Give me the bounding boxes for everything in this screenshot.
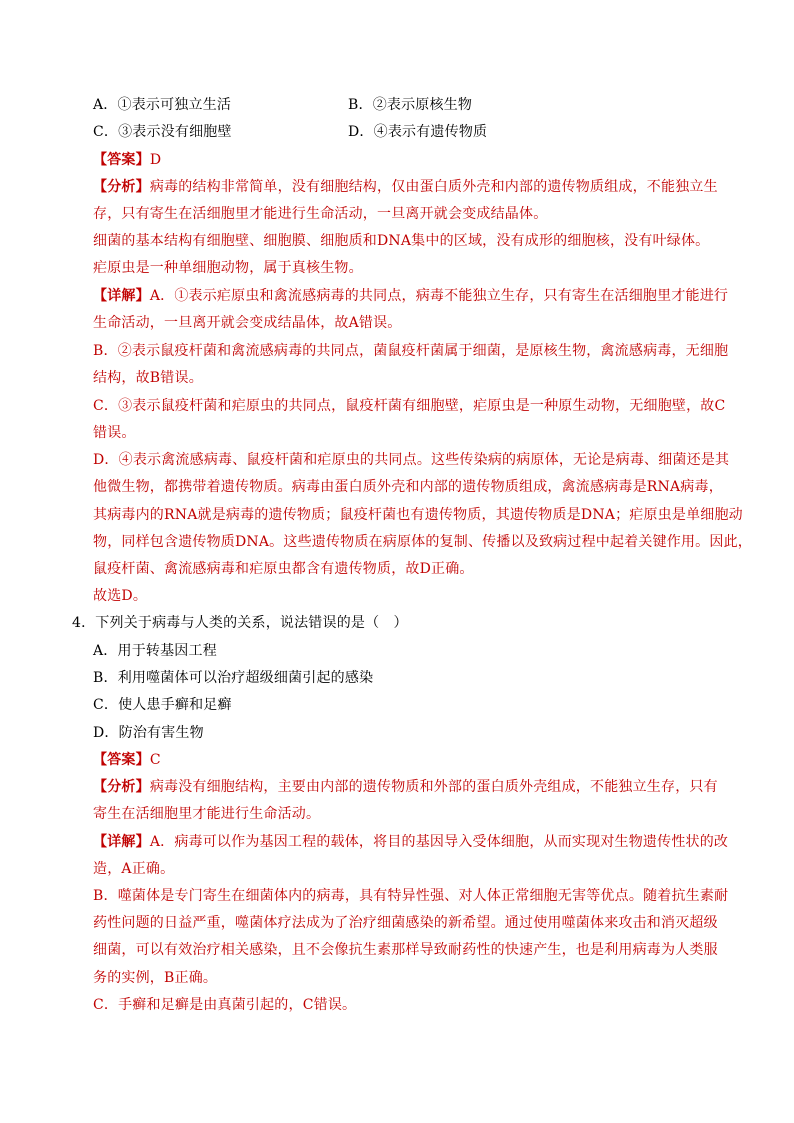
detail-text: A．病毒可以作为基因工程的载体，将目的基因导入受体细胞，从而实现对生物遗传性状的改	[149, 834, 729, 850]
analysis-text: 病毒没有细胞结构，主要由内部的遗传物质和外部的蛋白质外壳组成，不能独立生存，只有	[149, 779, 718, 795]
q3-option-c: C．③表示没有细胞壁	[93, 124, 232, 140]
q4-option-a: A．用于转基因工程	[93, 643, 217, 659]
q3-option-d: D．④表示有遗传物质	[348, 124, 488, 140]
q3-analysis-line-2: 存，只有寄生在活细胞里才能进行生命活动，一旦离开就会变成结晶体。	[93, 206, 548, 222]
detail-tag: 【详解】	[93, 834, 150, 850]
q3-detail-line-b1: B．②表示鼠疫杆菌和禽流感病毒的共同点，菌鼠疫杆菌属于细菌，是原核生物，禽流感病毒，无细胞	[93, 343, 729, 359]
analysis-tag: 【分析】	[93, 779, 150, 795]
q3-detail-line-d2: 他微生物，都携带着遗传物质。病毒由蛋白质外壳和内部的遗传物质组成，禽流感病毒是RNA病毒，	[93, 479, 723, 495]
answer-tag: 【答案】	[93, 152, 150, 168]
q3-option-a: A．①表示可独立生活	[93, 97, 232, 113]
answer-tag: 【答案】	[93, 752, 150, 768]
q4-detail-line-a2: 造，A正确。	[93, 861, 175, 877]
q4-detail-line-b1: B．噬菌体是专门寄生在细菌体内的病毒，具有特异性强、对人体正常细胞无害等优点。随着抗生素耐	[93, 888, 729, 904]
q4-detail-line-b4: 务的实例，B正确。	[93, 970, 218, 986]
q3-detail-line-d1: D．④表示禽流感病毒、鼠疫杆菌和疟原虫的共同点。这些传染病的病原体，无论是病毒、细菌还是其	[93, 452, 730, 468]
q4-option-c: C．使人患手癣和足癣	[93, 697, 232, 713]
q3-answer	[93, 151, 161, 169]
q4-analysis-line-1	[93, 778, 718, 796]
q4-answer	[93, 751, 161, 769]
answer-value: C	[149, 752, 161, 768]
q3-detail-line-c2: 错误。	[93, 425, 136, 441]
q3-analysis-line-3: 细菌的基本结构有细胞壁、细胞膜、细胞质和DNA集中的区域，没有成形的细胞核，没有叶绿体。	[93, 233, 710, 249]
q3-detail-line-d3: 其病毒内的RNA就是病毒的遗传物质；鼠疫杆菌也有遗传物质，其遗传物质是DNA；疟原虫是单细胞动	[93, 507, 743, 523]
q3-detail-line-a2: 生命活动，一旦离开就会变成结晶体，故A错误。	[93, 315, 402, 331]
q3-options-row-1	[93, 96, 473, 114]
q3-option-b: B．②表示原核生物	[348, 97, 473, 113]
detail-tag: 【详解】	[93, 288, 150, 304]
q4-detail-line-c1: C．手癣和足癣是由真菌引起的，C错误。	[93, 997, 357, 1013]
q4-detail-line-b3: 细菌，可以有效治疗相关感染，且不会像抗生素那样导致耐药性的快速产生，也是利用病毒为人类服	[93, 942, 718, 958]
q4-detail-line-b2: 药性问题的日益严重，噬菌体疗法成为了治疗细菌感染的新希望。通过使用噬菌体来攻击和消灭超级	[93, 915, 718, 931]
answer-value: D	[149, 152, 162, 168]
q4-stem: 4．下列关于病毒与人类的关系，说法错误的是（ ）	[72, 615, 408, 631]
q3-choose: 故选D。	[93, 588, 148, 604]
q3-detail-line-c1: C．③表示鼠疫杆菌和疟原虫的共同点，鼠疫杆菌有细胞壁，疟原虫是一种原生动物，无细胞壁，故C	[93, 398, 726, 414]
analysis-text: 病毒的结构非常简单，没有细胞结构，仅由蛋白质外壳和内部的遗传物质组成，不能独立生	[149, 179, 718, 195]
q3-detail-line-d5: 鼠疫杆菌、禽流感病毒和疟原虫都含有遗传物质，故D正确。	[93, 561, 474, 577]
q4-analysis-line-2: 寄生在活细胞里才能进行生命活动。	[93, 806, 321, 822]
q3-options-row-2	[93, 123, 488, 141]
detail-text: A．①表示疟原虫和禽流感病毒的共同点，病毒不能独立生存，只有寄生在活细胞里才能进行	[149, 288, 729, 304]
analysis-tag: 【分析】	[93, 179, 150, 195]
q3-analysis-line-1	[93, 178, 718, 196]
q3-detail-line-a1	[93, 287, 728, 305]
q4-option-b: B．利用噬菌体可以治疗超级细菌引起的感染	[93, 670, 374, 686]
q4-detail-line-a1	[93, 833, 728, 851]
q3-detail-line-d4: 物，同样包含遗传物质DNA。这些遗传物质在病原体的复制、传播以及致病过程中起着关键作用。因此，	[93, 534, 752, 550]
q3-detail-line-b2: 结构，故B错误。	[93, 370, 203, 386]
q4-option-d: D．防治有害生物	[93, 725, 204, 741]
q3-analysis-line-4: 疟原虫是一种单细胞动物，属于真核生物。	[93, 260, 363, 276]
